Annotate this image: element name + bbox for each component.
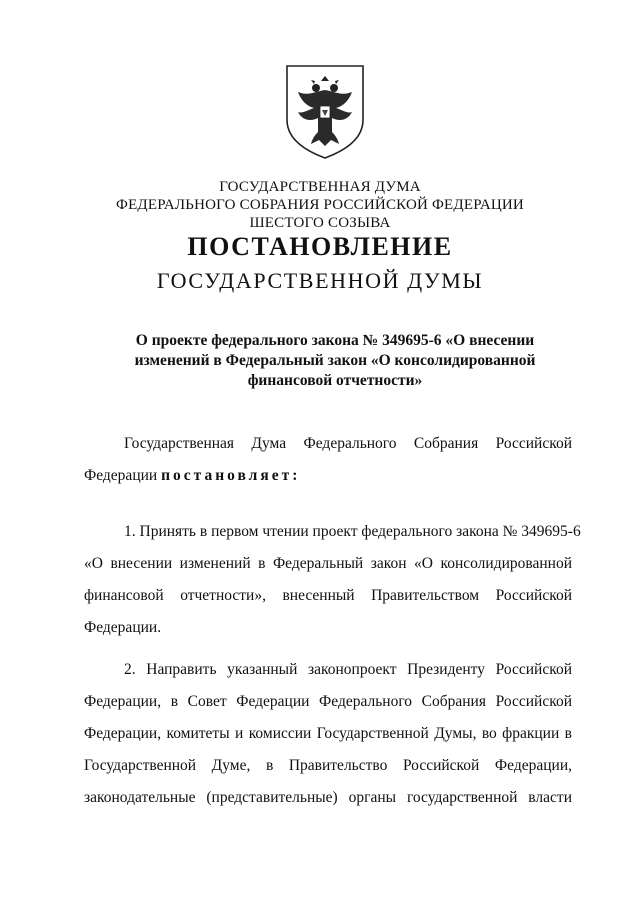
paragraph-line: 1. Принять в первом чтении проект федерального закона № 349695-6 <box>124 523 581 540</box>
document-subtitle: ГОСУДАРСТВЕННОЙ ДУМЫ <box>156 268 484 293</box>
preamble-paragraph <box>84 428 572 492</box>
paragraph-line: Федерации. <box>84 619 162 636</box>
preamble-prefix: Федерации <box>84 467 162 484</box>
document-title: ПОСТАНОВЛЕНИЕ <box>187 232 453 261</box>
resolution-subject <box>100 331 570 391</box>
coat-of-arms-emblem <box>284 62 366 162</box>
paragraph-line: финансовой отчетности», внесенный Правительством Российской <box>84 587 572 604</box>
paragraph-line: Федерации, комитеты и комиссии Государственной Думы, во фракции в <box>84 725 572 742</box>
paragraph-line: Государственной Думе, в Правительство Российской Федерации, <box>84 757 572 774</box>
header-line-assembly: ФЕДЕРАЛЬНОГО СОБРАНИЯ РОССИЙСКОЙ ФЕДЕРАЦИИ <box>116 197 524 213</box>
subject-line: финансовой отчетности» <box>247 372 423 389</box>
item-1-paragraph <box>84 516 581 644</box>
paragraph-line: Государственная Дума Федерального Собрания Российской <box>124 435 572 452</box>
resolve-verb: постановляет: <box>161 467 301 484</box>
subject-line: изменений в Федеральный закон «О консолидированной <box>134 352 536 369</box>
header-line-duma: ГОСУДАРСТВЕННАЯ ДУМА <box>219 179 421 195</box>
paragraph-line: «О внесении изменений в Федеральный закон «О консолидированной <box>84 555 572 572</box>
subject-line: О проекте федерального закона № 349695-6 «О внесении <box>135 332 535 349</box>
header-line-convocation: ШЕСТОГО СОЗЫВА <box>249 215 391 231</box>
paragraph-line: 2. Направить указанный законопроект Президенту Российской <box>124 661 572 678</box>
paragraph-line: законодательные (представительные) органы государственной власти <box>84 789 572 806</box>
item-2-paragraph <box>84 654 572 814</box>
paragraph-line <box>84 460 572 492</box>
paragraph-line: Федерации, в Совет Федерации Федерального Собрания Российской <box>84 693 572 710</box>
